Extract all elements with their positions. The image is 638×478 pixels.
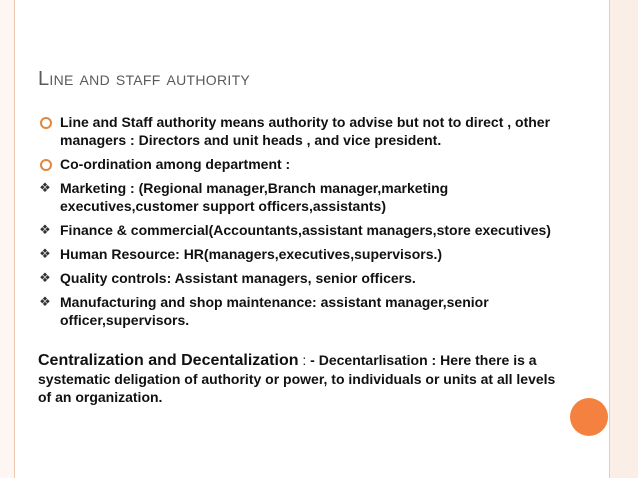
paragraph-lead: Decentarlisation : Here [318,352,472,368]
right-accent-bar [610,0,638,478]
paragraph-separator: : [298,352,311,368]
list-item: Line and Staff authority means authority to advise but not to direct , other managers : Directors and unit heads , and vice president. [38,113,558,149]
diamond-bullet-icon: ❖ [39,180,51,195]
list-item: ❖ Human Resource: HR(managers,executives,supervisors.) [39,246,443,262]
list-item: ❖ Manufacturing and shop maintenance: assistant manager,senior officer,supervisors. [39,294,489,328]
list-item: ❖ Finance & commercial(Accountants,assistant managers,store executives) [39,222,551,238]
diamond-bullet-icon: ❖ [39,270,51,285]
list-item: ❖ Quality controls: Assistant managers, senior officers. [39,270,416,286]
left-margin-bar [0,0,14,478]
diamond-bullet-icon: ❖ [39,246,51,261]
diamond-bullet-icon: ❖ [39,222,51,237]
diamond-bullet-icon: ❖ [39,294,51,309]
list-item: Co-ordination among department : [38,155,558,173]
bullet-list [38,113,558,335]
orange-circle-decoration [570,398,608,436]
circle-bullet-icon [40,117,52,129]
list-item: ❖ Marketing : (Regional manager,Branch manager,marketing executives,customer support officers,assistants) [39,180,449,214]
paragraph-body: there is a systematic deligation of authority or power, to individuals or units at all levels of an organization. [38,352,556,405]
slide-title: Line and staff authority [38,68,251,90]
paragraph-dash: - [310,352,319,368]
summary-paragraph [38,351,568,406]
paragraph-heading: Centralization and Decentalization [38,352,299,369]
circle-bullet-icon [40,159,52,171]
